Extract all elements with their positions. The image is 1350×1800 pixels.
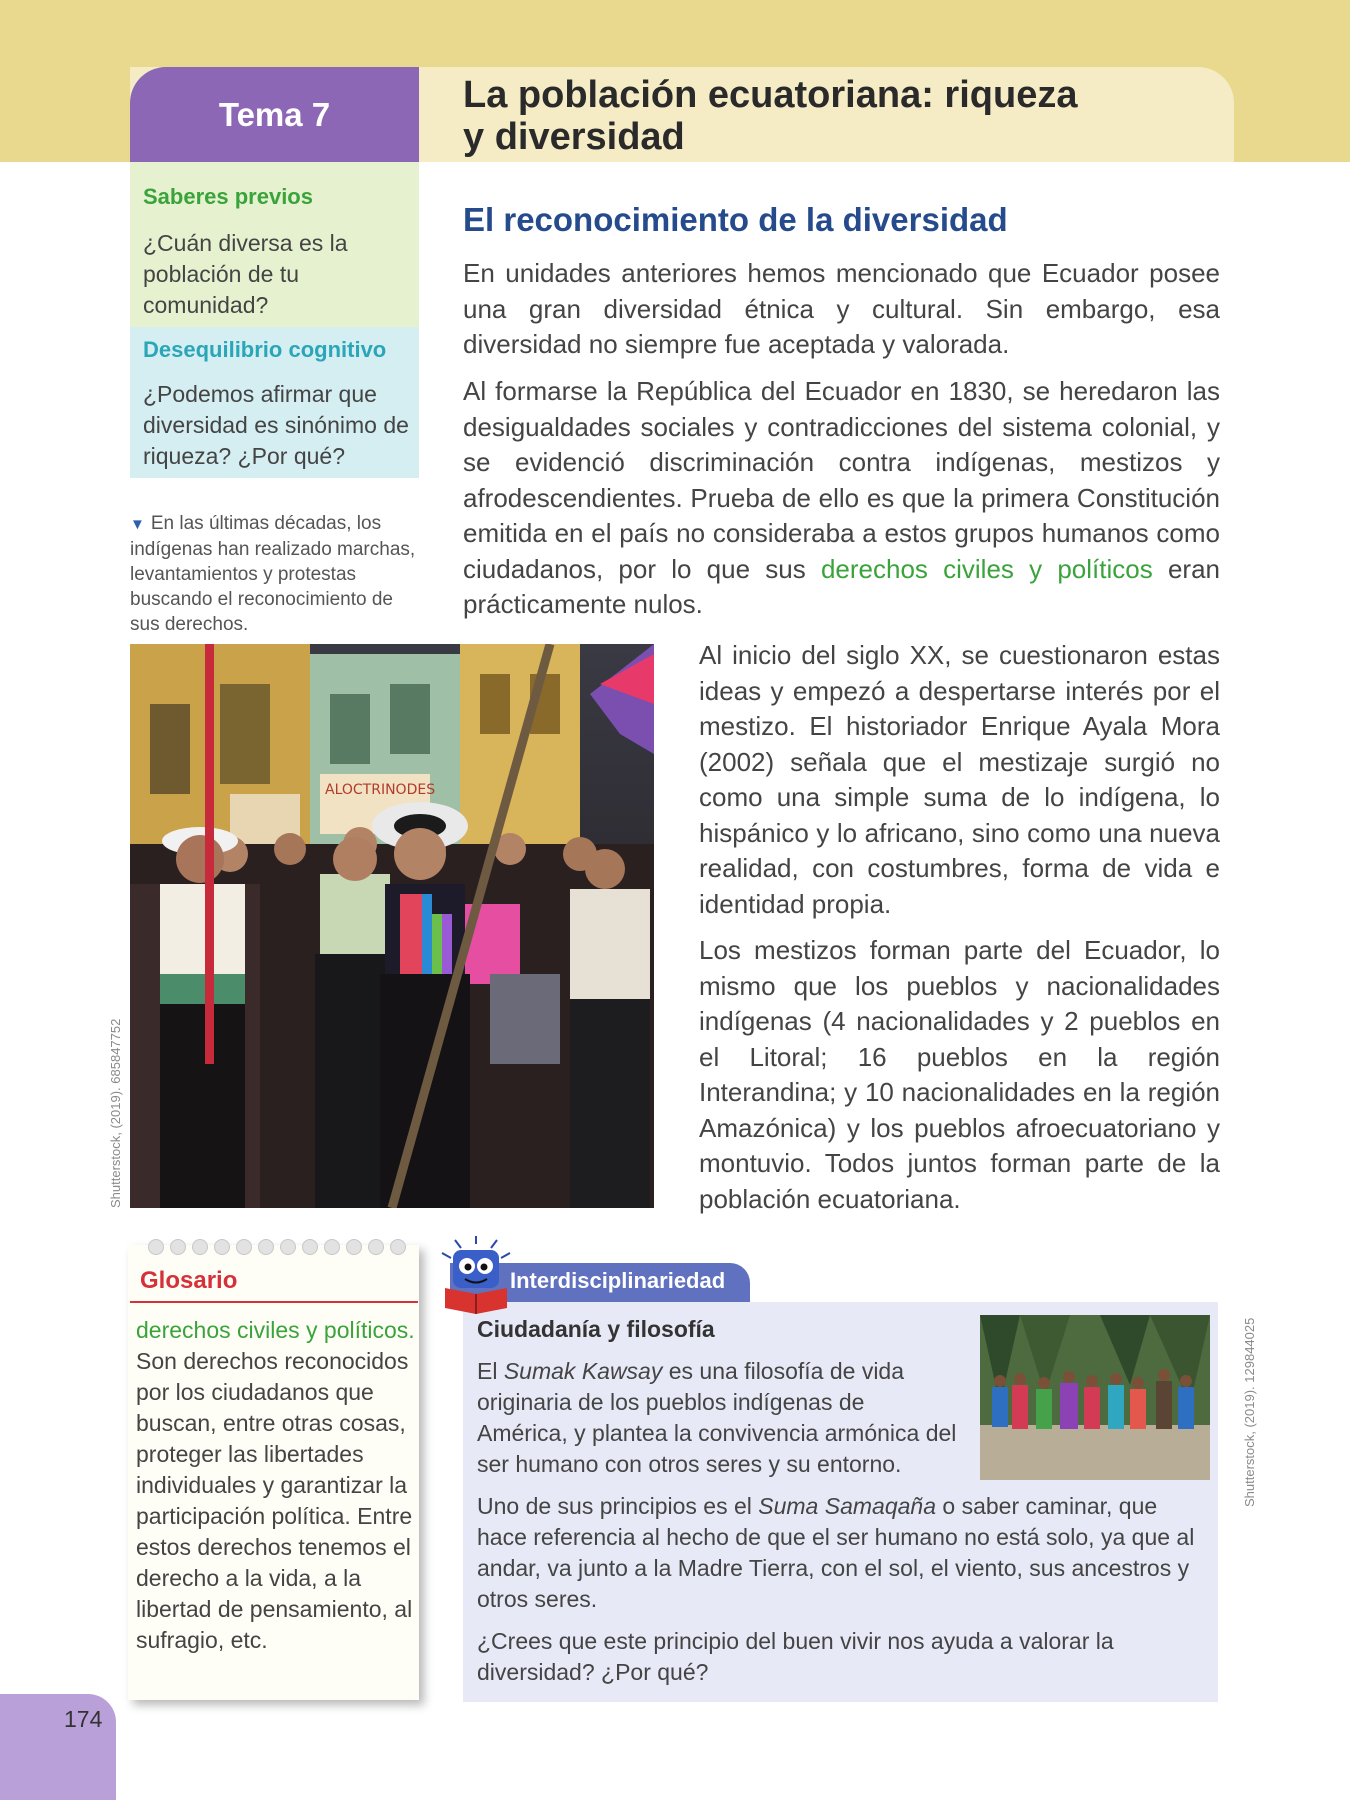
paragraph-4: Los mestizos forman parte del Ecuador, lo mismo que los pueblos y nacionalidades indígenas (4 nacionalidades y 2 pueblos en el Litoral; 16 pueblos en la región Interandina; y 10 nacionalidades en la región Amazónica) y los pueblos afroecuatoriano y montuvio. Todos juntos forman parte de la población ecuatoriana. bbox=[699, 935, 1220, 1214]
interdisciplinariedad-label: Interdisciplinariedad bbox=[510, 1268, 726, 1293]
photo-caption bbox=[130, 511, 425, 637]
paragraph-2-text-b: eran prácticamente nulos. bbox=[463, 553, 1220, 619]
interdisciplinariedad-text-1a: El bbox=[477, 1358, 504, 1384]
page-title bbox=[463, 74, 1203, 158]
walking-people-photo bbox=[980, 1315, 1210, 1480]
paragraph-1: En unidades anteriores hemos mencionado que Ecuador posee una gran diversidad étnica y cultural. Sin embargo, esa diversidad no siempre fue aceptada y valorada. bbox=[463, 258, 1220, 359]
page-title-line2: y diversidad bbox=[463, 116, 685, 158]
march-photo bbox=[130, 644, 654, 1208]
interdisciplinariedad-text-2 bbox=[477, 1491, 1197, 1615]
glosario-card bbox=[128, 1245, 419, 1700]
interdisciplinariedad-text-1 bbox=[477, 1356, 957, 1480]
interdisciplinariedad-question: ¿Crees que este principio del buen vivir nos ayuda a valorar la diversidad? ¿Por qué? bbox=[477, 1628, 1114, 1685]
desequilibrio-text: ¿Podemos afirmar que diversidad es sinónimo de riqueza? ¿Por qué? bbox=[143, 381, 409, 469]
sumak-kawsay-term: Sumak Kawsay bbox=[503, 1358, 663, 1384]
page-number: 174 bbox=[64, 1706, 103, 1732]
interdisciplinariedad-text-1b: es una filosofía de vida originaria de los pueblos indígenas de América, y plantea la convivencia armónica del ser humano con otros seres y su entorno. bbox=[477, 1358, 957, 1477]
interdisciplinariedad-text-2b: o saber caminar, que hace referencia al hecho de que el ser humano no está solo, ya que al andar, va junto a la Madre Tierra, con el sol, el viento, sus ancestros y otros seres. bbox=[477, 1493, 1195, 1612]
caption-text: En las últimas décadas, los indígenas han realizado marchas, levantamientos y protestas buscando el reconocimiento de sus derechos. bbox=[130, 513, 416, 635]
paragraph-2-text-a: Al formarse la República del Ecuador en 1830, se heredaron las desigualdades sociales y contradicciones del sistema colonial, y se evidenció discriminación contra indígenas, mestizos y afrodescendientes. Prueba de ello es que la primera Constitución emitida en el país no consideraba a estos grupos humanos como ciudadanos, por lo que sus bbox=[463, 376, 1220, 584]
page-title-line1: La población ecuatoriana: riqueza bbox=[463, 74, 1078, 116]
glosario-title: Glosario bbox=[140, 1267, 238, 1294]
notebook-rings bbox=[148, 1239, 418, 1255]
interdisciplinariedad-text-2a: Uno de sus principios es el bbox=[477, 1493, 759, 1519]
suma-samaqana-term: Suma Samaqaña bbox=[758, 1493, 936, 1519]
protest-sign-text: ALOCTRINODES bbox=[325, 782, 436, 798]
small-photo-credit: Shutterstock, (2019). 129844025 bbox=[1242, 1317, 1257, 1507]
tema-tab bbox=[130, 67, 419, 162]
saberes-previos-text: ¿Cuán diversa es la población de tu comunidad? bbox=[143, 230, 348, 318]
photo-credit: Shutterstock, (2019). 685847752 bbox=[108, 1018, 123, 1208]
glosario-term: derechos civiles y políticos. bbox=[136, 1317, 415, 1343]
paragraph-3: Al inicio del siglo XX, se cuestionaron estas ideas y empezó a despertarse interés por el mestizo. El historiador Enrique Ayala Mora (2002) señala que el mestizaje surgió no como una simple suma de lo indígena, lo hispánico y lo africano, sino como una nueva realidad, con costumbres, forma de vida e identidad propia. bbox=[699, 640, 1220, 919]
saberes-previos-heading: Saberes previos bbox=[143, 184, 313, 209]
glosario-definition: Son derechos reconocidos por los ciudadanos que buscan, entre otras cosas, proteger las libertades individuales y garantizar la participación política. Entre estos derechos tenemos el derecho a la vida, a la libertad de pensamiento, al sufragio, etc. bbox=[136, 1348, 413, 1653]
saberes-previos-box bbox=[130, 162, 419, 327]
paragraph-2 bbox=[463, 374, 1220, 623]
glosario-divider bbox=[130, 1301, 418, 1303]
tema-label: Tema 7 bbox=[218, 95, 331, 133]
highlight-term: derechos civiles y políticos bbox=[820, 553, 1153, 584]
section-heading: El reconocimiento de la diversidad bbox=[463, 201, 1008, 238]
book-mascot-icon bbox=[437, 1236, 515, 1314]
desequilibrio-heading: Desequilibrio cognitivo bbox=[143, 337, 387, 362]
glosario-entry bbox=[136, 1315, 416, 1656]
desequilibrio-box bbox=[130, 327, 419, 478]
interdisciplinariedad-heading: Ciudadanía y filosofía bbox=[477, 1316, 715, 1342]
caption-triangle-icon: ▼ bbox=[130, 516, 145, 533]
